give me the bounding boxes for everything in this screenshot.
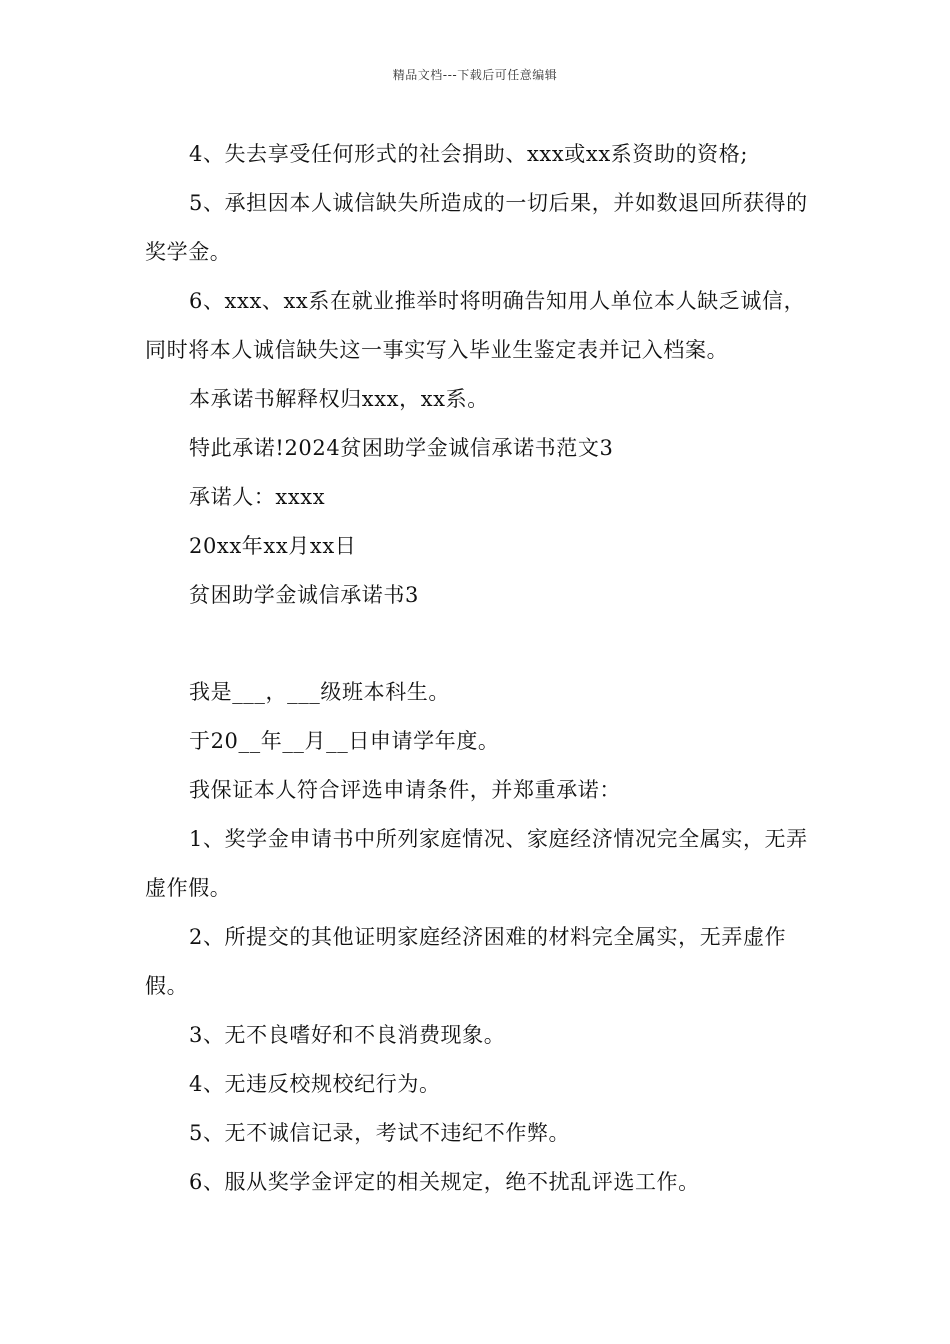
paragraph: 6、服从奖学金评定的相关规定，绝不扰乱评选工作。 xyxy=(189,1170,700,1194)
paragraph: 4、无违反校规校纪行为。 xyxy=(189,1072,441,1096)
paragraph: 5、承担因本人诚信缺失所造成的一切后果，并如数退回所获得的奖学金。 xyxy=(145,191,808,264)
date-line: 20xx年xx月xx日 xyxy=(189,534,357,558)
document-body xyxy=(145,130,815,1207)
paragraph: 6、xxx、xx系在就业推举时将明确告知用人单位本人缺乏诚信，同时将本人诚信缺失这一事实写入毕业生鉴定表并记入档案。 xyxy=(145,289,806,362)
paragraph: 特此承诺!2024贫困助学金诚信承诺书范文3 xyxy=(189,436,614,460)
blank-line xyxy=(145,620,815,668)
paragraph: 1、奖学金申请书中所列家庭情况、家庭经济情况完全属实，无弄虚作假。 xyxy=(145,827,808,900)
signatory-line: 承诺人：xxxx xyxy=(189,485,326,509)
paragraph: 4、失去享受任何形式的社会捐助、xxx或xx系资助的资格; xyxy=(189,142,749,166)
paragraph: 本承诺书解释权归xxx，xx系。 xyxy=(189,387,489,411)
paragraph: 3、无不良嗜好和不良消费现象。 xyxy=(189,1023,506,1047)
paragraph: 2、所提交的其他证明家庭经济困难的材料完全属实，无弄虚作假。 xyxy=(145,925,787,998)
paragraph: 我保证本人符合评选申请条件，并郑重承诺： xyxy=(189,778,621,802)
page-header: 精品文档---下载后可任意编辑 xyxy=(392,68,558,82)
section-title: 贫困助学金诚信承诺书3 xyxy=(189,583,419,607)
paragraph: 于20__年__月__日申请学年度。 xyxy=(189,729,500,753)
paragraph: 5、无不诚信记录，考试不违纪不作弊。 xyxy=(189,1121,571,1145)
paragraph: 我是___，___级班本科生。 xyxy=(189,680,450,704)
